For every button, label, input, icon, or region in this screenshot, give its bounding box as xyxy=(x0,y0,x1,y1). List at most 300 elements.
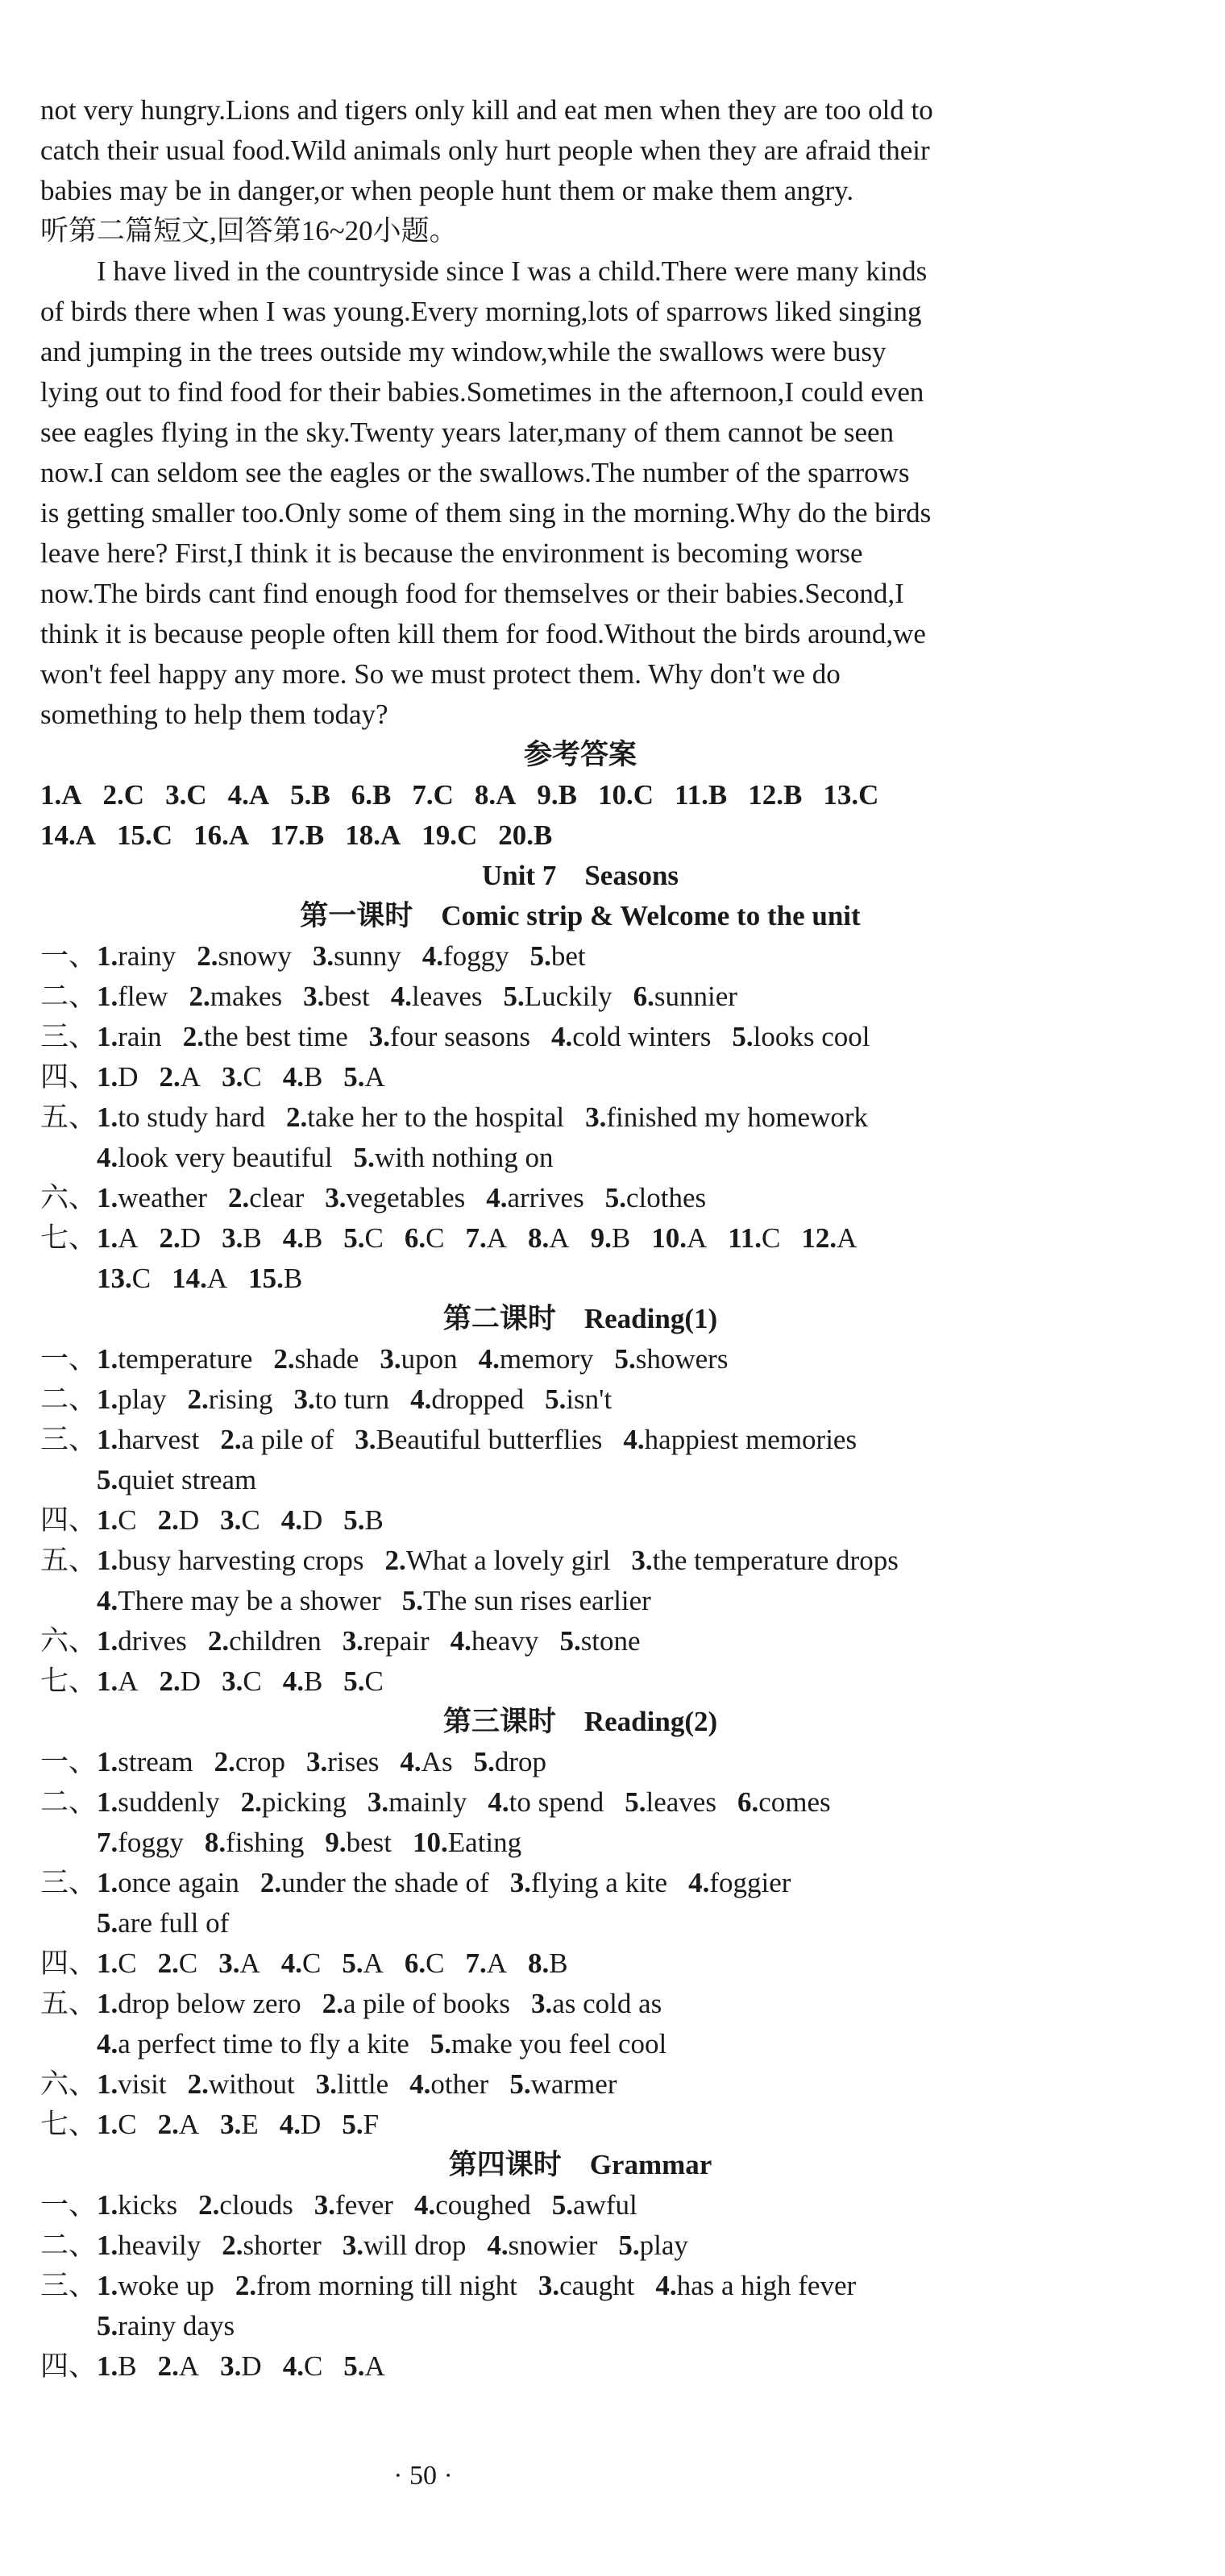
answer-item xyxy=(343,1057,385,1097)
answer-item xyxy=(97,2064,167,2105)
passage-line: something to help them today? xyxy=(40,699,388,730)
answer-item xyxy=(97,2225,201,2266)
answer-item xyxy=(343,1218,384,1259)
answer-text: Eating xyxy=(447,1827,522,1858)
answer-item xyxy=(475,775,517,815)
exercise-row xyxy=(40,1178,1120,1218)
answer-text: awful xyxy=(573,2189,637,2221)
unit-title: Unit 7 Seasons xyxy=(481,860,679,891)
answer-item xyxy=(97,2306,235,2346)
answer-item xyxy=(368,1782,467,1823)
question-number: 1. xyxy=(97,981,118,1012)
answer-item xyxy=(391,977,483,1017)
answer-item xyxy=(198,2185,293,2225)
question-number: 14. xyxy=(172,1263,207,1294)
answer-item xyxy=(97,1259,151,1299)
question-number: 3. xyxy=(367,1786,389,1818)
answer-item xyxy=(451,1621,539,1661)
answer-item xyxy=(422,936,509,977)
question-number: 3. xyxy=(220,2350,242,2382)
answer-text: other xyxy=(430,2068,489,2100)
question-number: 2. xyxy=(273,1343,295,1375)
answer-text: arrives xyxy=(507,1182,584,1213)
answer-text: to spend xyxy=(509,1786,604,1818)
question-number: 18. xyxy=(345,819,380,851)
question-number: 3. xyxy=(165,779,187,811)
section-label: 三、 xyxy=(40,2270,98,2301)
question-number: 5. xyxy=(343,1665,365,1697)
exercise-row xyxy=(40,1782,1120,1823)
section-label: 五、 xyxy=(40,1988,98,2019)
answer-item xyxy=(688,1863,791,1903)
answer-text: flew xyxy=(118,981,168,1012)
exercise-row xyxy=(40,1823,1120,1863)
answer-text: C xyxy=(302,1948,322,1979)
question-number: 1. xyxy=(97,2109,118,2140)
question-number: 2. xyxy=(189,981,210,1012)
question-number: 4. xyxy=(282,1061,304,1093)
section-label: 三、 xyxy=(40,1021,98,1052)
section-label: 一、 xyxy=(40,940,98,972)
passage-1-ending xyxy=(40,90,1120,211)
answer-item xyxy=(479,1339,594,1379)
section-label: 五、 xyxy=(40,1545,98,1576)
answer-item xyxy=(160,1057,201,1097)
answer-text: make you feel cool xyxy=(451,2028,667,2060)
answer-row xyxy=(40,815,1120,856)
answer-item xyxy=(205,1823,304,1863)
answer-item xyxy=(97,1621,187,1661)
answer-text: C xyxy=(426,1948,445,1979)
answer-text: from morning till night xyxy=(256,2270,517,2301)
answer-text: leaves xyxy=(646,1786,716,1818)
passage-line: won't feel happy any more. So we must protect them. Why don't we do xyxy=(40,658,841,690)
exercise-row xyxy=(40,1903,1120,1943)
passage-line: lying out to find food for their babies.Sometimes in the afternoon,I could even xyxy=(40,376,924,408)
answer-item xyxy=(405,1218,445,1259)
passage-line: think it is because people often kill them for food.Without the birds around,we xyxy=(40,618,926,649)
answer-text: A xyxy=(486,1948,508,1979)
answer-text: C xyxy=(178,1948,198,1979)
answer-item xyxy=(369,1017,530,1057)
answer-text: harvest xyxy=(118,1424,200,1455)
answer-item xyxy=(303,977,370,1017)
answer-text: four seasons xyxy=(390,1021,531,1052)
answer-text: rainy days xyxy=(118,2310,235,2342)
answer-text: finished my homework xyxy=(606,1101,869,1133)
answer-text: temperature xyxy=(118,1343,253,1375)
answer-text: best xyxy=(324,981,370,1012)
passage-line: leave here? First,I think it is because the environment is becoming worse xyxy=(40,537,863,569)
answer-text: A xyxy=(496,779,517,811)
answer-item xyxy=(413,1823,521,1863)
question-number: 2. xyxy=(260,1867,282,1898)
question-number: 3. xyxy=(368,1021,391,1052)
answer-text: best xyxy=(346,1827,392,1858)
answer-text: B xyxy=(558,779,578,811)
answer-item xyxy=(400,1742,452,1782)
question-number: 10. xyxy=(598,779,633,811)
exercise-row xyxy=(40,2064,1120,2105)
answer-text: C xyxy=(243,1061,262,1093)
section-label: 五、 xyxy=(40,1101,98,1133)
passage-line: of birds there when I was young.Every morning,lots of sparrows liked singing xyxy=(40,296,922,327)
answer-item xyxy=(414,2185,531,2225)
answer-text: look very beautiful xyxy=(118,1142,333,1173)
answer-item xyxy=(97,1863,239,1903)
answer-text: sunny xyxy=(334,940,401,972)
answer-text: vegetables xyxy=(346,1182,466,1213)
answer-text: kicks xyxy=(118,2189,178,2221)
answer-item xyxy=(97,1984,301,2024)
section-label: 一、 xyxy=(40,1746,98,1777)
answer-item xyxy=(503,977,612,1017)
answer-text: a perfect time to fly a kite xyxy=(118,2028,409,2060)
answer-text: rain xyxy=(118,1021,162,1052)
answer-text: C xyxy=(118,1504,137,1536)
question-number: 3. xyxy=(293,1383,315,1415)
question-number: 4. xyxy=(282,2350,304,2382)
exercise-row xyxy=(40,2346,1120,2387)
question-number: 3. xyxy=(538,2270,560,2301)
lesson-title: 第二课时 Reading(1) xyxy=(442,1303,718,1334)
answer-text: stream xyxy=(118,1746,193,1777)
answer-item xyxy=(313,936,401,977)
answer-item xyxy=(97,1339,252,1379)
answer-text: isn't xyxy=(566,1383,612,1415)
question-number: 9. xyxy=(590,1222,612,1254)
answer-item xyxy=(380,1339,457,1379)
answer-text: C xyxy=(633,779,654,811)
answer-text: D xyxy=(241,2350,262,2382)
answer-text: showers xyxy=(635,1343,729,1375)
answer-text: C xyxy=(364,1222,384,1254)
answer-item xyxy=(40,815,96,856)
answer-text: clouds xyxy=(219,2189,293,2221)
answer-item xyxy=(385,1541,611,1581)
answer-item xyxy=(559,1621,640,1661)
answer-item xyxy=(342,1943,384,1984)
question-number: 3. xyxy=(585,1101,607,1133)
question-number: 2. xyxy=(159,1061,181,1093)
answer-text: shorter xyxy=(243,2230,322,2261)
question-number: 6. xyxy=(351,779,372,811)
question-number: 6. xyxy=(737,1786,759,1818)
answer-item xyxy=(222,1057,262,1097)
passage-line: now.The birds cant find enough food for themselves or their babies.Second,I xyxy=(40,578,904,609)
answer-item xyxy=(343,2346,385,2387)
answer-text: C xyxy=(241,1504,260,1536)
answer-text: a pile of xyxy=(241,1424,334,1455)
question-number: 1. xyxy=(97,1867,118,1898)
answer-item xyxy=(823,775,878,815)
question-number: 10. xyxy=(413,1827,448,1858)
answer-item xyxy=(528,1943,568,1984)
answer-item xyxy=(430,2024,667,2064)
exercise-row xyxy=(40,1500,1120,1541)
answer-text: under the shade of xyxy=(281,1867,489,1898)
section-label: 二、 xyxy=(40,1786,98,1818)
answer-item xyxy=(235,2266,517,2306)
answer-item xyxy=(222,1661,262,1702)
question-number: 5. xyxy=(342,1948,363,1979)
answer-text: C xyxy=(456,819,478,851)
question-number: 2. xyxy=(159,1665,181,1697)
question-number: 2. xyxy=(286,1101,308,1133)
answer-text: crop xyxy=(235,1746,286,1777)
question-number: 1. xyxy=(40,779,62,811)
question-number: 3. xyxy=(380,1343,401,1375)
answer-text: There may be a shower xyxy=(118,1585,381,1616)
answer-item xyxy=(97,977,168,1017)
answer-text: clear xyxy=(249,1182,305,1213)
answer-item xyxy=(220,2346,262,2387)
question-number: 4. xyxy=(390,981,413,1012)
answer-text: D xyxy=(180,1665,201,1697)
answer-text: B xyxy=(303,1665,323,1697)
answer-text: fever xyxy=(335,2189,393,2221)
answer-text: C xyxy=(131,1263,152,1294)
answer-item xyxy=(343,1621,430,1661)
question-number: 5. xyxy=(473,1746,495,1777)
answer-item xyxy=(625,1782,716,1823)
answer-text: busy harvesting crops xyxy=(118,1545,364,1576)
answer-item xyxy=(343,1661,384,1702)
question-number: 6. xyxy=(404,1948,426,1979)
passage-2-instruction: 听第二篇短文,回答第16~20小题。 xyxy=(40,215,458,247)
question-number: 1. xyxy=(97,1343,118,1375)
question-number: 10. xyxy=(651,1222,687,1254)
question-number: 3. xyxy=(220,2109,242,2140)
answer-text: rising xyxy=(208,1383,273,1415)
answer-text: stone xyxy=(580,1625,641,1657)
answer-item xyxy=(412,775,454,815)
question-number: 12. xyxy=(748,779,783,811)
answer-text: A xyxy=(118,1222,139,1254)
answer-item xyxy=(591,1218,631,1259)
question-number: 20. xyxy=(498,819,534,851)
answer-item xyxy=(97,1782,220,1823)
question-number: 1. xyxy=(97,1222,118,1254)
answer-item xyxy=(188,2064,295,2105)
answer-item xyxy=(801,1218,857,1259)
question-number: 2. xyxy=(220,1424,242,1455)
answer-text: A xyxy=(206,1263,228,1294)
answer-item xyxy=(531,1984,662,2024)
answer-item xyxy=(551,1017,711,1057)
answer-text: woke up xyxy=(118,2270,214,2301)
answer-text: C xyxy=(186,779,207,811)
question-number: 4. xyxy=(400,1746,421,1777)
question-number: 3. xyxy=(342,1625,363,1657)
answer-item xyxy=(354,1138,554,1178)
answer-item xyxy=(283,2346,323,2387)
question-number: 9. xyxy=(325,1827,347,1858)
question-number: 4. xyxy=(410,1383,432,1415)
question-number: 3. xyxy=(222,1665,243,1697)
question-number: 1. xyxy=(97,1182,118,1213)
answer-text: A xyxy=(549,1222,570,1254)
answer-text: snowy xyxy=(218,940,292,972)
question-number: 15. xyxy=(248,1263,284,1294)
answer-text: looks cool xyxy=(753,1021,870,1052)
passage-line: is getting smaller too.Only some of them sing in the morning.Why do the birds xyxy=(40,497,932,529)
question-number: 2. xyxy=(157,2350,179,2382)
answer-item xyxy=(97,1097,265,1138)
answer-text: C xyxy=(433,779,454,811)
answer-item xyxy=(294,1379,390,1420)
answer-item xyxy=(728,1218,780,1259)
answer-item xyxy=(509,2064,617,2105)
answer-item xyxy=(651,1218,707,1259)
exercise-row xyxy=(40,2225,1120,2266)
answer-text: Luckily xyxy=(524,981,612,1012)
answer-item xyxy=(222,2225,321,2266)
question-number: 1. xyxy=(97,2270,118,2301)
question-number: 2. xyxy=(240,1786,262,1818)
exercise-row xyxy=(40,2024,1120,2064)
answer-item xyxy=(97,2024,409,2064)
answer-item xyxy=(214,1742,285,1782)
answer-item xyxy=(498,815,552,856)
answer-text: A xyxy=(61,779,82,811)
answer-text: picking xyxy=(261,1786,347,1818)
question-number: 4. xyxy=(486,1182,508,1213)
lesson-title: 第四课时 Grammar xyxy=(448,2149,712,2180)
question-number: 4. xyxy=(282,1665,304,1697)
answer-text: D xyxy=(301,2109,322,2140)
answer-item xyxy=(117,815,172,856)
question-number: 3. xyxy=(325,1182,347,1213)
section-label: 二、 xyxy=(40,981,98,1012)
answer-text: caught xyxy=(559,2270,635,2301)
answer-text: the temperature drops xyxy=(652,1545,899,1576)
question-number: 4. xyxy=(655,2270,677,2301)
answer-text: C xyxy=(858,779,879,811)
question-number: 4. xyxy=(488,1786,509,1818)
question-number: 11. xyxy=(675,779,708,811)
answer-row xyxy=(40,775,1120,815)
question-number: 2. xyxy=(322,1988,343,2019)
question-number: 4. xyxy=(409,2068,431,2100)
answer-text: C xyxy=(152,819,173,851)
passage-line: I have lived in the countryside since I was a child.There were many kinds xyxy=(97,255,928,287)
answer-text: a pile of books xyxy=(343,1988,510,2019)
answer-text: to study hard xyxy=(118,1101,266,1133)
question-number: 1. xyxy=(97,1786,118,1818)
answer-item xyxy=(528,1218,570,1259)
answer-text: A xyxy=(178,2350,200,2382)
question-number: 1. xyxy=(97,2189,118,2221)
section-label: 二、 xyxy=(40,2230,98,2261)
passage-line: and jumping in the trees outside my window,while the swallows were busy xyxy=(40,336,887,367)
exercise-row xyxy=(40,1661,1120,1702)
question-number: 3. xyxy=(314,2189,336,2221)
answer-item xyxy=(248,1259,302,1299)
answer-item xyxy=(97,1138,333,1178)
question-number: 5. xyxy=(97,1907,118,1939)
answer-text: sunnier xyxy=(654,981,737,1012)
answer-text: heavily xyxy=(118,2230,201,2261)
exercise-row xyxy=(40,1943,1120,1984)
answer-text: memory xyxy=(499,1343,594,1375)
answer-item xyxy=(421,815,477,856)
answer-item xyxy=(160,1218,201,1259)
question-number: 2. xyxy=(157,1948,179,1979)
question-number: 3. xyxy=(218,1948,240,1979)
exercise-row xyxy=(40,2105,1120,2145)
question-number: 4. xyxy=(478,1343,500,1375)
answer-text: the best time xyxy=(203,1021,348,1052)
answer-item xyxy=(97,1178,207,1218)
question-number: 8. xyxy=(204,1827,226,1858)
question-number: 19. xyxy=(421,819,457,851)
answer-text: bet xyxy=(550,940,586,972)
answer-item xyxy=(270,815,324,856)
answer-text: D xyxy=(302,1504,323,1536)
question-number: 9. xyxy=(537,779,559,811)
answer-item xyxy=(342,2105,379,2145)
answer-text: B xyxy=(364,1504,384,1536)
answer-text: A xyxy=(180,1061,201,1093)
answer-text: B xyxy=(611,1222,631,1254)
answer-text: warmer xyxy=(530,2068,617,2100)
exercise-row xyxy=(40,1460,1120,1500)
answer-item xyxy=(631,1541,898,1581)
answer-item xyxy=(325,1178,465,1218)
answer-text: B xyxy=(303,1222,323,1254)
answer-item xyxy=(160,1661,201,1702)
answer-item xyxy=(158,1500,200,1541)
question-number: 2. xyxy=(187,2068,209,2100)
answers-heading: 参考答案 xyxy=(523,739,637,770)
answer-item xyxy=(260,1863,489,1903)
answer-item xyxy=(97,1661,139,1702)
answer-text: upon xyxy=(401,1343,458,1375)
answer-text: A xyxy=(178,2109,200,2140)
answer-item xyxy=(633,977,737,1017)
question-number: 3. xyxy=(220,1504,242,1536)
lesson-answers xyxy=(40,896,1120,2387)
passage-2-text xyxy=(40,251,1120,735)
section-label: 七、 xyxy=(40,2109,98,2140)
section-label: 六、 xyxy=(40,2068,98,2100)
answer-item xyxy=(552,2185,637,2225)
answer-text: coughed xyxy=(435,2189,531,2221)
exercise-row xyxy=(40,2185,1120,2225)
answer-text: rainy xyxy=(118,940,176,972)
question-number: 2. xyxy=(384,1545,406,1576)
answer-item xyxy=(220,2105,259,2145)
answer-item xyxy=(537,775,577,815)
answer-item xyxy=(97,1943,137,1984)
answer-text: clothes xyxy=(625,1182,707,1213)
exercise-row xyxy=(40,1621,1120,1661)
section-label: 三、 xyxy=(40,1424,98,1455)
answer-text: leaves xyxy=(412,981,483,1012)
answer-item xyxy=(97,1903,229,1943)
question-number: 1. xyxy=(97,1061,118,1093)
question-number: 4. xyxy=(97,2028,118,2060)
answer-text: B xyxy=(118,2350,137,2382)
answer-item xyxy=(183,1017,348,1057)
section-label: 七、 xyxy=(40,1665,98,1697)
answer-item xyxy=(220,1420,334,1460)
answer-item xyxy=(530,936,586,977)
answer-item xyxy=(97,1420,199,1460)
answer-text: drop xyxy=(494,1746,546,1777)
answer-item xyxy=(538,2266,635,2306)
